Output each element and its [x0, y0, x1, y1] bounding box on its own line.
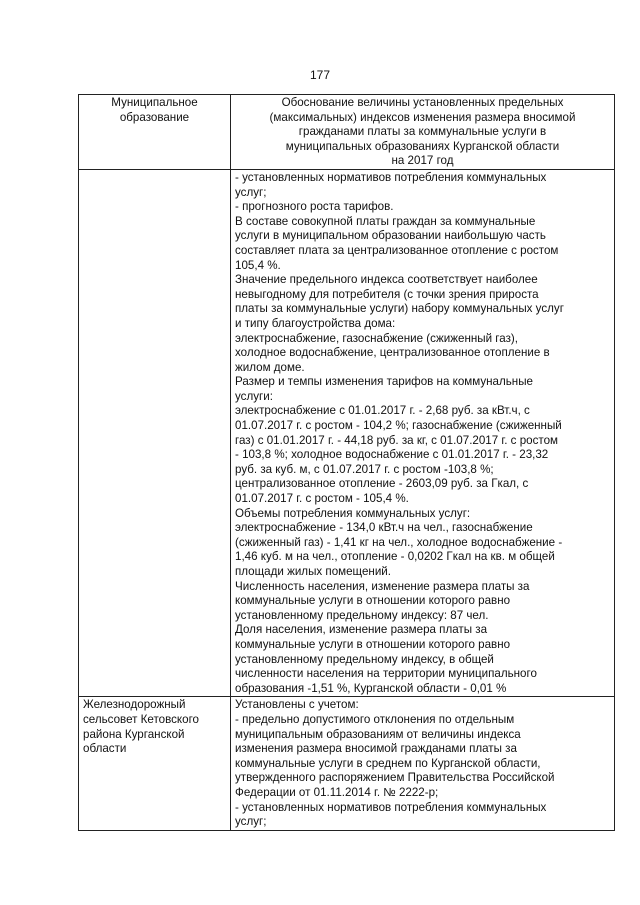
text-line: Размер и темпы изменения тарифов на коммунальные: [235, 375, 533, 389]
text-line: услуги в муниципальном образовании наибольшую часть: [235, 229, 546, 243]
row2-municipality-cell: [79, 697, 231, 830]
text-line: площади жилых помещений.: [235, 565, 391, 578]
text-line: образования -1,51 %, Курганской области - 0,01 %: [235, 681, 507, 695]
text-line: газ) с 01.01.2017 г. - 44,18 руб. за кг, с 01.07.2017 г. с ростом: [235, 433, 558, 447]
text-line: жилом доме.: [235, 360, 305, 374]
header-text-line: гражданами платы за коммунальные услуги в: [298, 125, 547, 139]
text-line: услуг;: [235, 815, 267, 829]
text-line: составляет плата за централизованное отопление с ростом: [235, 243, 559, 257]
header-text-line: Муниципальное: [111, 96, 198, 109]
text-line: изменения размера вносимой гражданами платы за: [235, 742, 517, 756]
header-municipality: [79, 95, 231, 170]
municipality-name-line: Железнодорожный: [83, 698, 186, 712]
header-text-line: Обоснование величины установленных предельных: [281, 96, 564, 109]
text-line: руб. за куб. м, с 01.07.2017 г. с ростом -103,8 %;: [235, 462, 494, 476]
text-line: - прогнозного роста тарифов.: [235, 200, 394, 214]
text-line: коммунальные услуги в отношении которого равно: [235, 637, 511, 651]
text-line: услуги:: [235, 389, 273, 403]
header-text-line: образование: [119, 110, 190, 124]
header-text-line: на 2017 год: [391, 154, 454, 168]
text-line: платы за коммунальные услуги) набору коммунальных услуг: [235, 302, 564, 316]
text-line: 01.07.2017 г. с ростом - 105,4 %.: [235, 492, 409, 506]
text-line: 01.07.2017 г. с ростом - 104,2 %; газоснабжение (сжиженный: [235, 419, 562, 433]
municipality-name-line: района Курганской: [83, 727, 185, 741]
text-line: Установлены с учетом:: [235, 698, 359, 712]
text-line: централизованное отопление - 2603,09 руб. за Гкал, с: [235, 477, 529, 491]
header-text-line: (максимальных) индексов изменения размера вносимой: [269, 110, 576, 124]
row1-justification-cell: [231, 169, 615, 696]
tariff-justification-table: [78, 94, 615, 831]
text-line: муниципальным образованиям от величины индекса: [235, 727, 521, 741]
table-header-row: [79, 95, 615, 170]
text-line: (сжиженный газ) - 1,41 кг на чел., холодное водоснабжение -: [235, 535, 563, 549]
text-line: численности населения на территории муниципального: [235, 667, 537, 681]
header-text-line: муниципальных образованиях Курганской области: [285, 139, 560, 153]
text-line: коммунальные услуги в отношении которого равно: [235, 594, 511, 608]
table-row: [79, 697, 615, 830]
text-line: установленному предельному индексу: 87 чел.: [235, 608, 489, 622]
text-line: - предельно допустимого отклонения по отдельным: [235, 712, 515, 726]
text-line: электроснабжение, газоснабжение (сжиженный газ),: [235, 331, 518, 345]
text-line: - 103,8 %; холодное водоснабжение с 01.01.2017 г. - 23,32: [235, 448, 549, 462]
text-line: холодное водоснабжение, централизованное отопление в: [235, 346, 550, 360]
text-line: услуг;: [235, 185, 267, 199]
text-line: электроснабжение - 134,0 кВт.ч на чел., газоснабжение: [235, 521, 533, 535]
text-line: утвержденного распоряжением Правительства Российской: [235, 771, 555, 785]
text-line: Федерации от 01.11.2014 г. № 2222-р;: [235, 785, 439, 799]
text-line: 105,4 %.: [235, 258, 281, 272]
page-number: 177: [309, 68, 331, 82]
text-line: - установленных нормативов потребления коммунальных: [235, 800, 547, 814]
row2-justification-cell: [231, 697, 615, 830]
text-line: невыгодному для потребителя (с точки зрения прироста: [235, 287, 539, 301]
row1-municipality-cell: [79, 169, 231, 696]
text-line: установленному предельному индексу, в общей: [235, 652, 494, 666]
text-line: В составе совокупной платы граждан за коммунальные: [235, 214, 536, 228]
municipality-name-line: сельсовет Кетовского: [83, 712, 200, 726]
text-line: коммунальные услуги в среднем по Курганской области,: [235, 756, 541, 770]
text-line: Значение предельного индекса соответствует наиболее: [235, 273, 538, 287]
table-row: [79, 169, 615, 696]
text-line: Численность населения, изменение размера платы за: [235, 579, 530, 593]
text-line: Доля населения, изменение размера платы за: [235, 623, 488, 637]
text-line: электроснабжение с 01.01.2017 г. - 2,68 руб. за кВт.ч, с: [235, 404, 530, 418]
municipality-name-line: области: [83, 742, 127, 756]
header-justification: [231, 95, 615, 170]
text-line: Объемы потребления коммунальных услуг:: [235, 506, 471, 520]
text-line: - установленных нормативов потребления коммунальных: [235, 170, 547, 184]
text-line: и типу благоустройства дома:: [235, 316, 396, 330]
text-line: 1,46 куб. м на чел., отопление - 0,0202 Гкал на кв. м общей: [235, 550, 555, 564]
